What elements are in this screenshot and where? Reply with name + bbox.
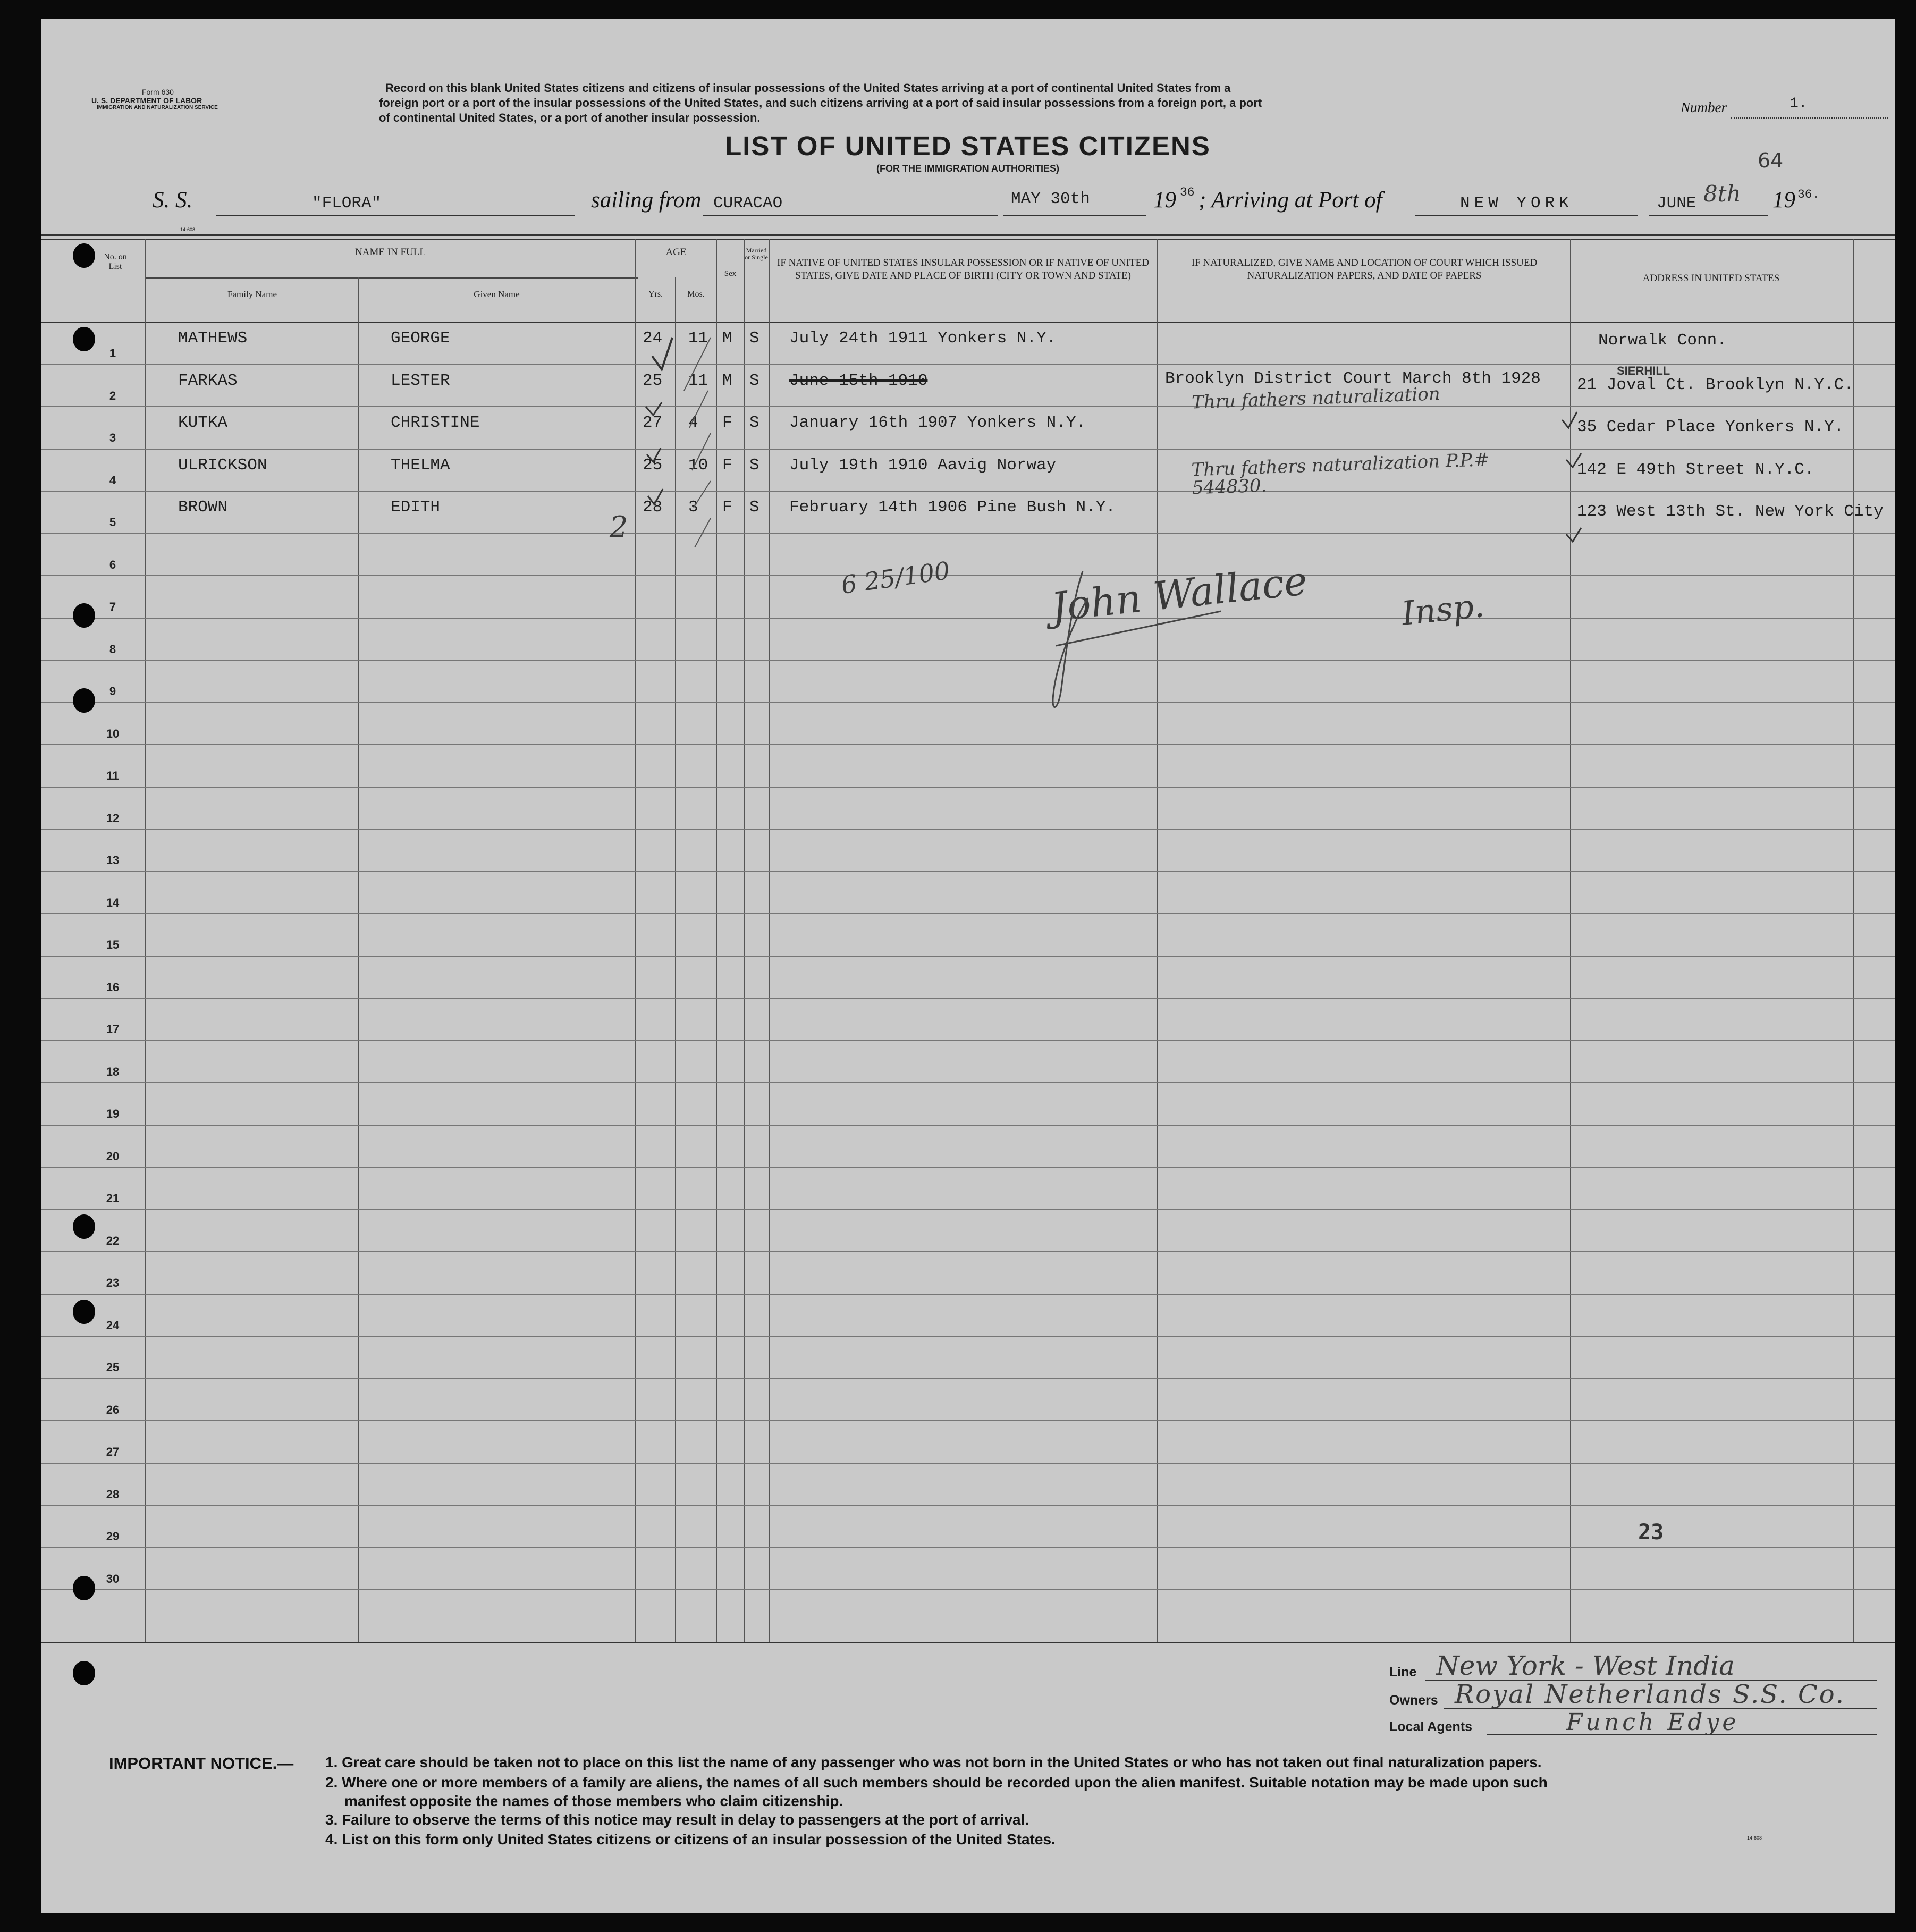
age-months: 3 <box>688 498 698 517</box>
row-number: 8 <box>109 642 116 656</box>
row-line <box>41 1547 1895 1548</box>
given-name: CHRISTINE <box>391 414 480 432</box>
notice-heading: IMPORTANT NOTICE.— <box>109 1754 294 1773</box>
row-number: 22 <box>106 1234 120 1247</box>
row-line <box>41 829 1895 830</box>
row-line <box>41 871 1895 872</box>
instructions-line-2: foreign port or a port of the insular possessions of the United States, and such citizens arriving at a port of said insular possessions from a foreign port, a port <box>379 96 1262 109</box>
notice-item-4: 4. List on this form only United States citizens or citizens of an insular possession of the United States. <box>325 1831 1056 1847</box>
marital-status: S <box>749 329 759 348</box>
manifest-paper <box>41 19 1895 1913</box>
row-line <box>41 1040 1895 1041</box>
birth-info: July 24th 1911 Yonkers N.Y. <box>789 329 1057 348</box>
row-number: 15 <box>106 938 120 951</box>
row-number: 21 <box>106 1192 120 1205</box>
family-name: FARKAS <box>178 371 238 390</box>
family-name: BROWN <box>178 498 228 517</box>
row-line <box>41 744 1895 745</box>
family-name: ULRICKSON <box>178 455 267 475</box>
sex: F <box>722 455 732 475</box>
age-checkmarks <box>642 327 716 550</box>
row-line <box>41 787 1895 788</box>
age-years: 28 <box>643 498 663 517</box>
col-mos: Mos. <box>687 290 705 299</box>
binder-hole <box>73 243 95 268</box>
binder-hole <box>73 1576 95 1600</box>
arrival-port: NEW YORK <box>1460 194 1573 213</box>
given-name: GEORGE <box>391 329 450 348</box>
family-name: KUTKA <box>178 414 228 432</box>
notice-item-1: 1. Great care should be taken not to place on this list the name of any passenger who was not born in the United States or who has not taken out final naturalization papers. <box>325 1754 1542 1770</box>
row-number: 10 <box>106 727 120 740</box>
binder-hole <box>73 1300 95 1324</box>
row-number: 20 <box>106 1149 120 1163</box>
sailing-date: MAY 30th <box>1011 190 1090 208</box>
col-yrs: Yrs. <box>648 290 663 299</box>
row-number: 19 <box>106 1107 120 1120</box>
marital-status: S <box>749 414 759 432</box>
col-age: AGE <box>665 247 687 258</box>
table-top-border <box>41 234 1895 236</box>
marital-status: S <box>749 498 759 517</box>
table-bottom-border <box>41 1642 1895 1643</box>
sail-year: 36 <box>1180 185 1195 199</box>
name-age-divider <box>146 277 638 279</box>
col-birth: IF NATIVE OF UNITED STATES INSULAR POSSESSION OR IF NATIVE OF UNITED STATES, GIVE DATE AND PLACE OF BIRTH (CITY OR TOWN AND STATE) <box>777 257 1149 281</box>
row-number: 26 <box>106 1403 120 1416</box>
address: 35 Cedar Place Yonkers N.Y. <box>1577 418 1844 436</box>
table-top-border-inner <box>41 239 1895 240</box>
row-line <box>41 1336 1895 1337</box>
notice-item-2: 2. Where one or more members of a family are aliens, the names of all such members should be recorded upon the alien manifest. Suitable notation may be made upon such <box>325 1774 1548 1791</box>
row-number: 28 <box>106 1487 120 1501</box>
arrival-date-underline <box>1649 215 1768 216</box>
row-number: 18 <box>106 1065 120 1078</box>
binder-hole <box>73 1214 95 1239</box>
row-number: 4 <box>109 473 116 487</box>
address: Norwalk Conn. <box>1598 331 1727 350</box>
col-family-name: Family Name <box>227 289 277 299</box>
row-line <box>41 702 1895 703</box>
header-bottom-border <box>41 322 1895 323</box>
col-address: ADDRESS IN UNITED STATES <box>1642 273 1780 284</box>
address: 142 E 49th Street N.Y.C. <box>1577 460 1814 479</box>
row-line <box>41 1082 1895 1083</box>
owners-label: Owners <box>1389 1693 1438 1708</box>
row-number: 23 <box>106 1276 120 1289</box>
sex: F <box>722 414 732 432</box>
service-name: IMMIGRATION AND NATURALIZATION SERVICE <box>97 105 218 111</box>
row-number: 25 <box>106 1361 120 1374</box>
row-line <box>41 998 1895 999</box>
sex: M <box>722 371 732 390</box>
arrival-year: 36. <box>1797 188 1820 201</box>
address-correction: SIERHILL <box>1617 364 1670 377</box>
address: 21 Joval Ct. Brooklyn N.Y.C. <box>1577 375 1854 394</box>
birth-info: June 15th 1910 <box>789 371 928 390</box>
naturalization-court: Brooklyn District Court March 8th 1928 <box>1165 369 1541 388</box>
row-line <box>41 660 1895 661</box>
notice-item-2-continued: manifest opposite the names of those members who claim citizenship. <box>344 1793 843 1809</box>
ship-underline <box>216 215 575 216</box>
row-number: 29 <box>106 1530 120 1543</box>
arrival-year-prefix: 19 <box>1772 188 1795 213</box>
naturalization-note: Thru fathers naturalization <box>1191 383 1441 414</box>
given-name: LESTER <box>391 371 450 390</box>
row-line <box>41 1167 1895 1168</box>
row-number: 7 <box>109 600 116 613</box>
age-months: 4 <box>688 414 698 432</box>
row-line <box>41 1209 1895 1210</box>
row-number: 9 <box>109 685 116 698</box>
col-name-in-full: NAME IN FULL <box>355 247 426 258</box>
marital-status: S <box>749 371 759 390</box>
agents-label: Local Agents <box>1389 1719 1473 1734</box>
sailing-from: CURACAO <box>713 194 783 213</box>
inspector-title: Insp. <box>1399 586 1487 633</box>
col-naturalized: IF NATURALIZED, GIVE NAME AND LOCATION OF COURT WHICH ISSUED NATURALIZATION PAPERS, AND DATE OF PAPERS <box>1191 257 1538 281</box>
notice-item-3: 3. Failure to observe the terms of this notice may result in delay to passengers at the port of arrival. <box>325 1811 1029 1828</box>
address-checkmarks <box>1529 391 1635 561</box>
owners-value: Royal Netherlands S.S. Co. <box>1455 1680 1845 1709</box>
page-mark: 64 <box>1758 149 1784 172</box>
sail-year-prefix: 19 <box>1153 188 1176 213</box>
col-married-single: Married or Single <box>745 247 768 261</box>
row-number: 16 <box>106 980 120 994</box>
col-no-on-list: No. on List <box>104 252 127 271</box>
binder-hole <box>73 327 95 351</box>
row-number: 2 <box>109 389 116 402</box>
number-label: Number <box>1681 99 1727 115</box>
port-underline <box>1415 215 1638 216</box>
row-line <box>41 913 1895 914</box>
row-number: 12 <box>106 811 120 825</box>
row-number: 13 <box>106 854 120 867</box>
given-name: EDITH <box>391 498 441 517</box>
binder-hole <box>73 1661 95 1685</box>
col-sex: Sex <box>724 269 737 278</box>
line-value: New York - West India <box>1436 1650 1735 1681</box>
row-number: 5 <box>109 516 116 529</box>
age-months: 10 <box>688 455 708 475</box>
binder-hole <box>73 603 95 628</box>
date-underline <box>1003 215 1146 216</box>
birth-info: January 16th 1907 Yonkers N.Y. <box>789 414 1086 432</box>
row-number: 14 <box>106 896 120 909</box>
row-line <box>41 618 1895 619</box>
sex: M <box>722 329 732 348</box>
inspector-signature: John Wallace <box>1049 558 1310 631</box>
sailing-label: sailing from <box>591 188 702 213</box>
instructions-line-1: Record on this blank United States citizens and citizens of insular possessions of the United States arriving at a port of continental United States from a <box>385 81 1231 95</box>
age-correction: 2 <box>610 510 628 544</box>
bottom-number: 23 <box>1638 1520 1664 1545</box>
number-value: 1. <box>1790 96 1808 112</box>
given-name: THELMA <box>391 455 450 475</box>
col-line-family <box>358 277 359 1642</box>
birth-info: February 14th 1906 Pine Bush N.Y. <box>789 498 1116 517</box>
signature-flourish <box>1040 561 1231 720</box>
arrival-day: 8th <box>1703 181 1741 207</box>
age-months: 11 <box>688 371 708 390</box>
family-name: MATHEWS <box>178 329 248 348</box>
row-number: 24 <box>106 1318 120 1332</box>
page-title: LIST OF UNITED STATES CITIZENS <box>725 131 1211 161</box>
row-line <box>41 1378 1895 1379</box>
printer-mark: 14-608 <box>180 227 196 232</box>
department-name: U. S. DEPARTMENT OF LABOR <box>91 96 202 105</box>
ss-label: S. S. <box>153 188 193 213</box>
age-years: 24 <box>643 329 663 348</box>
line-label: Line <box>1389 1665 1417 1680</box>
ship-name: "FLORA" <box>312 194 382 213</box>
address: 123 West 13th St. New York City <box>1577 502 1884 521</box>
row-number: 1 <box>109 347 116 360</box>
age-years: 25 <box>643 455 663 475</box>
marital-status: S <box>749 455 759 475</box>
number-underline <box>1731 117 1888 119</box>
arrival-month: JUNE <box>1657 194 1696 213</box>
row-number: 6 <box>109 558 116 571</box>
age-years: 27 <box>643 414 663 432</box>
age-months: 11 <box>688 329 708 348</box>
row-line <box>41 575 1895 576</box>
row-line <box>41 1251 1895 1252</box>
age-years: 25 <box>643 371 663 390</box>
form-number: Form 630 <box>142 88 174 96</box>
footer-mark: 14-608 <box>1747 1835 1762 1841</box>
page-subtitle: (FOR THE IMMIGRATION AUTHORITIES) <box>876 163 1059 174</box>
row-number: 30 <box>106 1572 120 1585</box>
row-number: 17 <box>106 1023 120 1036</box>
row-line <box>41 1420 1895 1421</box>
row-number: 11 <box>106 769 119 782</box>
from-underline <box>703 215 998 216</box>
arriving-label: ; Arriving at Port of <box>1198 188 1382 213</box>
instructions-line-3: of continental United States, or a port of another insular possession. <box>379 111 761 124</box>
row-line <box>41 1505 1895 1506</box>
col-given-name: Given Name <box>474 289 520 299</box>
row-line <box>41 1125 1895 1126</box>
row-line <box>41 1589 1895 1590</box>
row-number: 3 <box>109 431 116 444</box>
row-line <box>41 956 1895 957</box>
agents-value: Funch Edye <box>1566 1709 1740 1736</box>
agents-underline <box>1487 1734 1877 1735</box>
binder-hole <box>73 688 95 713</box>
naturalization-note: Thru fathers naturalization P.P.# 544830. <box>1191 449 1490 499</box>
row-number: 27 <box>106 1445 120 1458</box>
sex: F <box>722 498 732 517</box>
row-line <box>41 1294 1895 1295</box>
fee-note: 6 25/100 <box>839 555 952 600</box>
row-line <box>41 1463 1895 1464</box>
birth-info: July 19th 1910 Aavig Norway <box>789 455 1057 475</box>
